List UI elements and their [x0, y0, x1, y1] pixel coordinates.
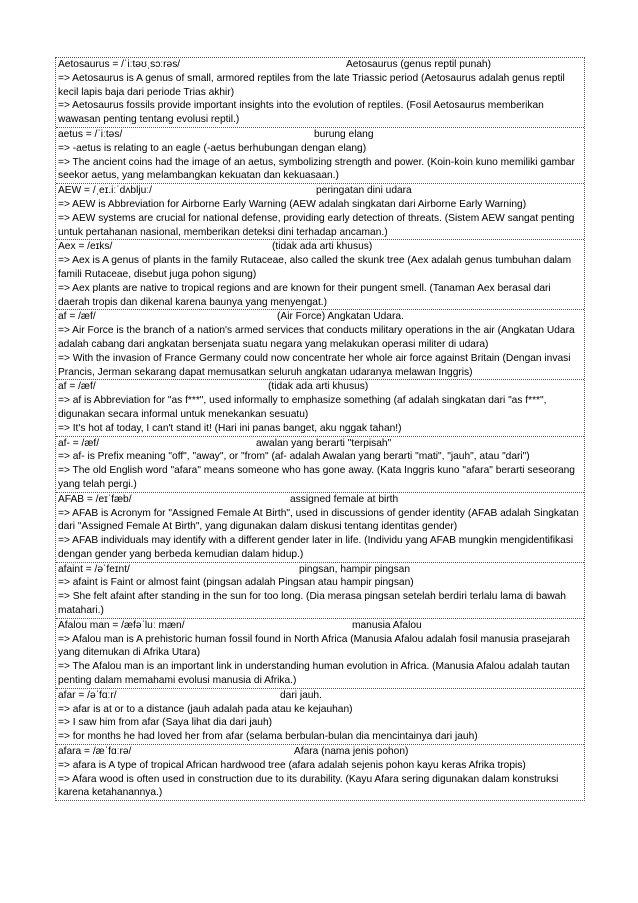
entry-header [58, 240, 582, 254]
entry-definition: => Air Force is the branch of a nation's armed services that conducts military operations in the air (Angkatan Udara adalah cabang dari angkatan bersenjata suatu negara yang melakukan operasi militer di udara) [58, 325, 575, 350]
dictionary-entry [56, 128, 584, 184]
entry-definition: => AEW is Abbreviation for Airborne Early Warning (AEW adalah singkatan dari Airborne Early Warning) [58, 198, 527, 210]
entry-definition: => af- is Prefix meaning "off", "away", or "from" (af- adalah Awalan yang berarti "mati", "jauh", atau "dari") [58, 451, 530, 463]
entry-meaning: Aetosaurus (genus reptil punah) [346, 59, 491, 70]
entry-meaning: pingsan, hampir pingsan [299, 563, 411, 575]
entry-example: => AEW systems are crucial for national defense, providing early detection of threats. (Sistem AEW sangat penting untuk pertahanan nasional, memberikan deteksi dini terhadap ancaman.) [58, 212, 575, 238]
entry-example: => The old English word "afara" means someone who has gone away. (Kata Inggris kuno "afara" berarti seseorang yang telah pergi.) [58, 465, 575, 490]
entry-meaning: peringatan dini udara [316, 185, 412, 197]
dictionary-entry [56, 619, 584, 689]
dictionary-entry [56, 58, 584, 128]
entry-header [58, 437, 582, 451]
entry-term: AEW = /ˌeɪ.iːˈdʌbljuː/ [58, 185, 152, 197]
dictionary-entry [56, 563, 584, 619]
entry-definition: => afara is A type of tropical African hardwood tree (afara adalah sejenis pohon kayu keras Afrika tropis) [58, 759, 526, 771]
entry-example: => AFAB individuals may identify with a different gender later in life. (Individu yang AFAB mungkin mengidentifikasi dengan gender yang berbeda kemudian dalam hidup.) [58, 535, 574, 560]
entry-header [58, 184, 582, 198]
entry-term: AFAB = /eɪˈfæb/ [58, 493, 132, 505]
entry-meaning: (Air Force) Angkatan Udara. [277, 311, 404, 323]
entry-header [58, 58, 582, 72]
dictionary-entry [56, 493, 584, 563]
entry-header [58, 128, 582, 142]
entry-example: => She felt afaint after standing in the sun for too long. (Dia merasa pingsan setelah berdiri terlalu lama di bawah matahari.) [58, 591, 566, 617]
dictionary-table [55, 57, 585, 801]
entry-meaning: Afara (nama jenis pohon) [294, 746, 409, 758]
entry-term: af- = /æf/ [58, 437, 100, 449]
entry-header [58, 689, 582, 703]
entry-meaning: assigned female at birth [290, 493, 399, 505]
entry-definition: => afaint is Faint or almost faint (pingsan adalah Pingsan atau hampir pingsan) [58, 577, 414, 589]
entry-header [58, 619, 582, 633]
entry-example: => Aetosaurus fossils provide important insights into the evolution of reptiles. (Fosil Aetosaurus memberikan wawasan penting tentang evolusi reptil.) [58, 100, 544, 126]
entry-definition: => Aex is A genus of plants in the family Rutaceae, also called the skunk tree (Aex adalah genus tumbuhan dalam famili Rutaceae, disebut juga pohon sigung) [58, 255, 572, 280]
entry-example: => The Afalou man is an important link in understanding human evolution in Africa. (Manusia Afalou adalah tautan penting dalam memahami evolusi manusia di Afrika.) [58, 661, 570, 687]
dictionary-entry [56, 437, 584, 493]
dictionary-entry [56, 745, 584, 800]
entry-example: => I saw him from afar (Saya lihat dia dari jauh) [58, 717, 273, 729]
entry-term: afaint = /əˈfeɪnt/ [58, 563, 130, 575]
entry-definition: => af is Abbreviation for "as f***", used informally to emphasize something (af adalah singkatan dari "as f***", digunakan secara informal untuk menekankan sesuatu) [58, 395, 547, 420]
entry-meaning: (tidak ada arti khusus) [268, 381, 369, 393]
entry-header [58, 493, 582, 507]
entry-example: => It's hot af today, I can't stand it! (Hari ini panas banget, aku nggak tahan!) [58, 422, 402, 434]
entry-term: af = /æf/ [58, 311, 96, 323]
entry-meaning: dari jauh. [280, 689, 322, 701]
entry-example: => Aex plants are native to tropical regions and are known for their pungent smell. (Tanaman Aex berasal dari daerah tropis dan dikenal karena baunya yang menyengat.) [58, 282, 551, 308]
dictionary-entry [56, 240, 584, 310]
entry-term: afar = /əˈfɑːr/ [58, 689, 117, 701]
entry-term: afara = /æˈfɑːrə/ [58, 746, 132, 758]
entry-term: Afalou man = /æfəˈluː mæn/ [58, 619, 185, 631]
dictionary-entry [56, 310, 584, 380]
entry-header [58, 745, 582, 759]
entry-definition: => -aetus is relating to an eagle (-aetus berhubungan dengan elang) [58, 142, 367, 154]
entry-example: => The ancient coins had the image of an aetus, symbolizing strength and power. (Koin-koin kuno memiliki gambar seekor aetus, yang melambangkan kekuatan dan kekuasaan.) [58, 156, 575, 182]
entry-header [58, 380, 582, 394]
entry-example: => Afara wood is often used in construction due to its durability. (Kayu Afara sering digunakan dalam konstruksi karena ketahanannya.) [58, 773, 559, 799]
entry-header [58, 563, 582, 577]
dictionary-entry [56, 380, 584, 436]
entry-term: af = /æf/ [58, 381, 96, 393]
entry-meaning: burung elang [314, 128, 374, 140]
entry-example: => for months he had loved her from afar (selama berbulan-bulan dia mencintainya dari jauh) [58, 731, 478, 743]
entry-header [58, 310, 582, 324]
entry-term: aetus = /ˈiːtəs/ [58, 128, 123, 140]
entry-definition: => Afalou man is A prehistoric human fossil found in North Africa (Manusia Afalou adalah fosil manusia prasejarah yang ditemukan di Afrika Utara) [58, 633, 570, 659]
entry-definition: => Aetosaurus is A genus of small, armored reptiles from the late Triassic period (Aetosaurus adalah genus reptil kecil lapis baja dari periode Trias akhir) [58, 72, 565, 98]
entry-meaning: manusia Afalou [352, 619, 422, 631]
entry-meaning: (tidak ada arti khusus) [272, 241, 373, 253]
entry-term: Aex = /eɪks/ [58, 241, 113, 253]
entry-meaning: awalan yang berarti "terpisah" [256, 437, 392, 449]
entry-definition: => AFAB is Acronym for "Assigned Female At Birth", used in discussions of gender identity (AFAB adalah Singkatan dari "Assigned Female At Birth", yang digunakan dalam diskusi tentang identitas gender) [58, 507, 579, 533]
dictionary-entry [56, 689, 584, 745]
entry-definition: => afar is at or to a distance (jauh adalah pada atau ke kejauhan) [58, 703, 353, 715]
dictionary-entry [56, 184, 584, 240]
entry-example: => With the invasion of France Germany could now concentrate her whole air force against Britain (Dengan invasi Prancis, Jerman sekarang dapat memusatkan seluruh angkatan udaranya melawan Inggris) [58, 352, 571, 378]
entry-term: Aetosaurus = /ˈiːtəʊˌsɔːrəs/ [58, 59, 181, 70]
